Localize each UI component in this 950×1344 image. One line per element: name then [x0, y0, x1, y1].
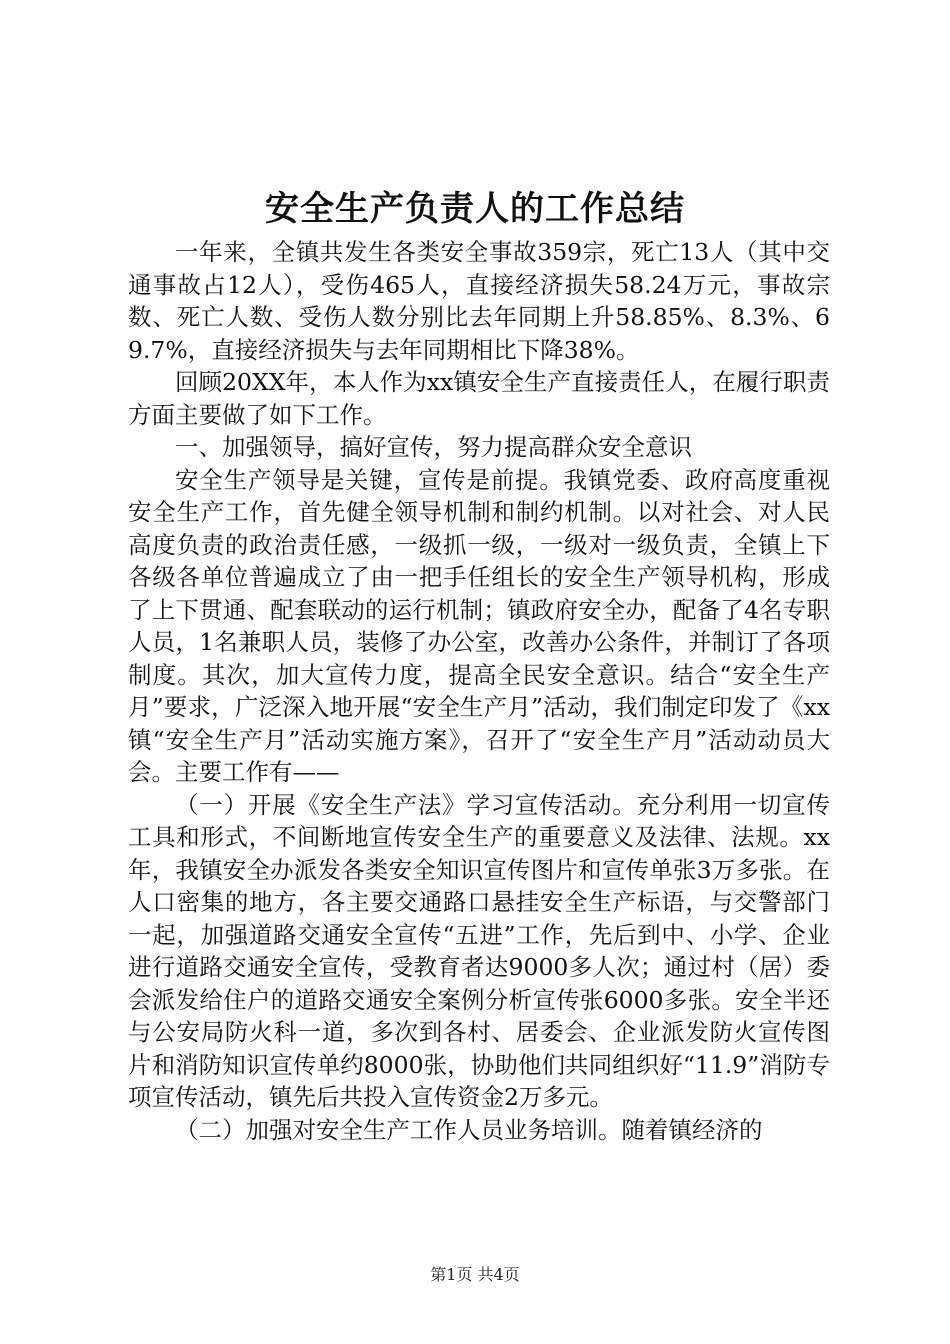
document-title: 安全生产负责人的工作总结	[265, 189, 685, 229]
paragraph-training: （二）加强对安全生产工作人员业务培训。随着镇经济的	[175, 1115, 763, 1144]
paragraph-law-publicity: （一）开展《安全生产法》学习宣传活动。充分利用一切宣传工具和形式，不间断地宣传安全生产的重要意义及法律、法规。xx年，我镇安全办派发各类安全知识宣传图片和宣传单张3万多张。在人口密集的地方，各主要交通路口悬挂安全生产标语，与交警部门一起，加强道路交通安全宣传“五进”工作，先后到中、小学、企业进行道路交通安全宣传，受教育者达9000多人次；通过村（居）委会派发给住户的道路交通安全案例分析宣传张6000多张。安全半还与公安局防火科一道，多次到各村、居委会、企业派发防火宣传图片和消防知识宣传单约8000张，协助他们共同组织好“11.9”消防专项宣传活动，镇先后共投入宣传资金2万多元。	[128, 790, 830, 1111]
paragraph-accident-summary: 一年来，全镇共发生各类安全事故359宗，死亡13人（其中交通事故占12人），受伤465人，直接经济损失58.24万元，事故宗数、死亡人数、受伤人数分别比去年同期上升58.85%、8.3%、69.7%，直接经济损失与去年同期相比下降38%。	[128, 238, 830, 364]
paragraph-leadership: 安全生产领导是关键，宣传是前提。我镇党委、政府高度重视安全生产工作，首先健全领导机制和制约机制。以对社会、对人民高度负责的政治责任感，一级抓一级，一级对一级负责，全镇上下各级各单位普遍成立了由一把手任组长的安全生产领导机构，形成了上下贯通、配套联动的运行机制；镇政府安全办，配备了4名专职人员，1名兼职人员，装修了办公室，改善办公条件，并制订了各项制度。其次，加大宣传力度，提高全民安全意识。结合“安全生产月”要求，广泛深入地开展“安全生产月”活动，我们制定印发了《xx镇“安全生产月”活动实施方案》，召开了“安全生产月”活动动员大会。主要工作有——	[128, 465, 830, 786]
section-heading-1: 一、加强领导，搞好宣传，努力提高群众安全意识	[175, 433, 692, 461]
page-number: 第1页 共4页	[430, 1265, 520, 1284]
paragraph-review-intro: 回顾20XX年，本人作为xx镇安全生产直接责任人，在履行职责方面主要做了如下工作。	[128, 368, 830, 429]
document-body	[128, 236, 830, 1146]
